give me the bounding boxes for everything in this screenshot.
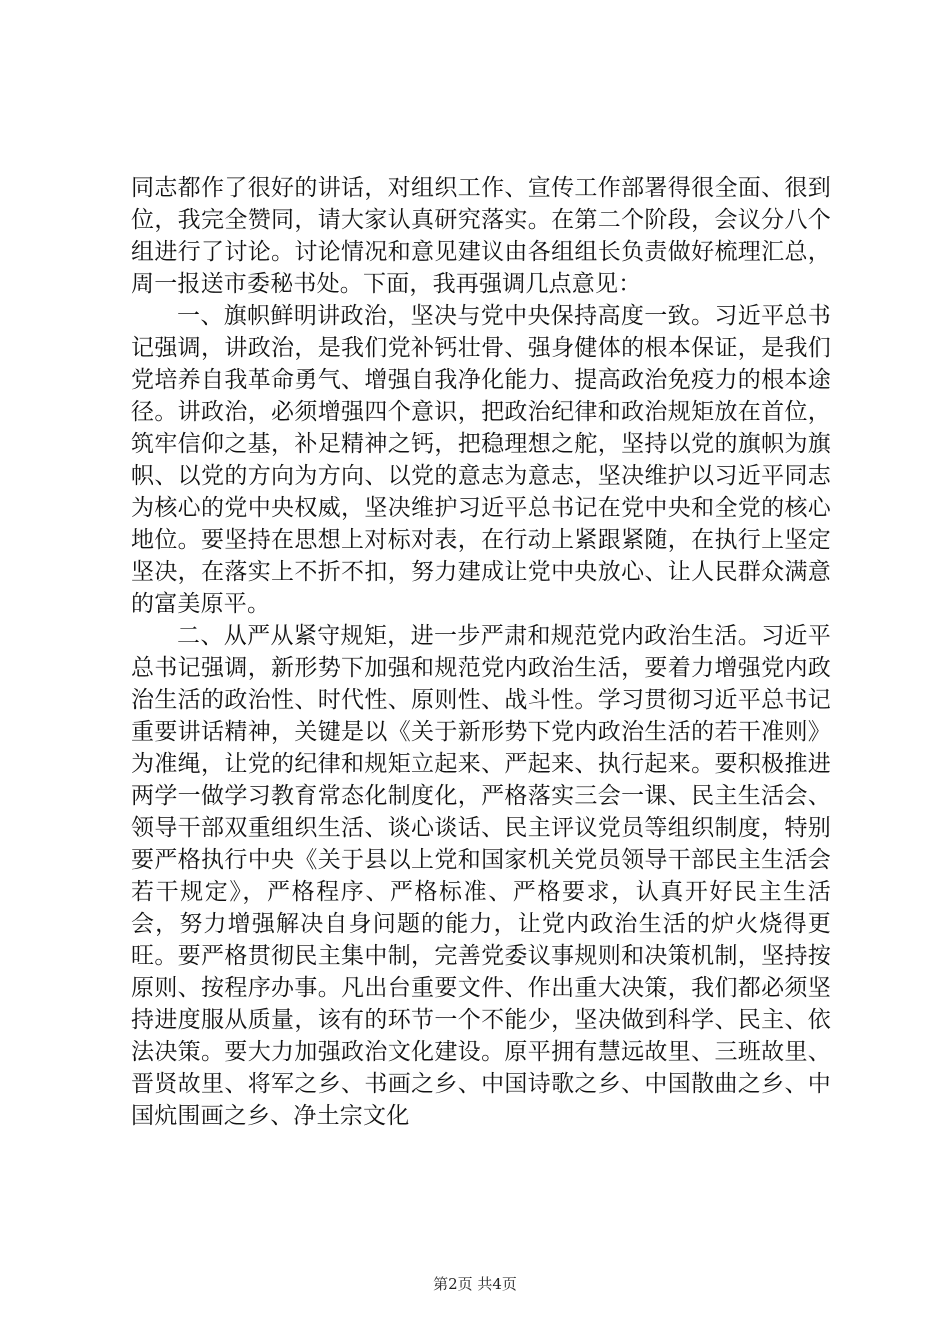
paragraph-intro: 同志都作了很好的讲话，对组织工作、宣传工作部署得很全面、很到位，我完全赞同，请大家认真研究落实。在第二个阶段，会议分八个组进行了讨论。讨论情况和意见建议由各组组长负责做好梳理汇总，周一报送市委秘书处。下面，我再强调几点意见：: [131, 175, 831, 297]
document-body: [131, 172, 831, 1132]
paragraph-point-one: 一、旗帜鲜明讲政治，坚决与党中央保持高度一致。习近平总书记强调，讲政治，是我们党补钙壮骨、强身健体的根本保证，是我们党培养自我革命勇气、增强自我净化能力、提高政治免疫力的根本途径。讲政治，必须增强四个意识，把政治纪律和政治规矩放在首位，筑牢信仰之基，补足精神之钙，把稳理想之舵，坚持以党的旗帜为旗帜、以党的方向为方向、以党的意志为意志，坚决维护以习近平同志为核心的党中央权威，坚决维护习近平总书记在党中央和全党的核心地位。要坚持在思想上对标对表，在行动上紧跟紧随，在执行上坚定坚决，在落实上不折不扣，努力建成让党中央放心、让人民群众满意的富美原平。: [131, 303, 831, 617]
page-footer: 第2页 共4页: [433, 1275, 517, 1293]
paragraph-point-two: 二、从严从紧守规矩，进一步严肃和规范党内政治生活。习近平总书记强调，新形势下加强和规范党内政治生活，要着力增强党内政治生活的政治性、时代性、原则性、战斗性。学习贯彻习近平总书记重要讲话精神，关键是以《关于新形势下党内政治生活的若干准则》为准绳，让党的纪律和规矩立起来、严起来、执行起来。要积极推进两学一做学习教育常态化制度化，严格落实三会一课、民主生活会、领导干部双重组织生活、谈心谈话、民主评议党员等组织制度，特别要严格执行中央《关于县以上党和国家机关党员领导干部民主生活会若干规定》，严格程序、严格标准、严格要求，认真开好民主生活会，努力增强解决自身问题的能力，让党内政治生活的炉火烧得更旺。要严格贯彻民主集中制，完善党委议事规则和决策机制，坚持按原则、按程序办事。凡出台重要文件、作出重大决策，我们都必须坚持进度服从质量，该有的环节一个不能少，坚决做到科学、民主、依法决策。要大力加强政治文化建设。原平拥有慧远故里、三班故里、晋贤故里、将军之乡、书画之乡、中国诗歌之乡、中国散曲之乡、中国炕围画之乡、净土宗文化: [131, 623, 831, 1129]
